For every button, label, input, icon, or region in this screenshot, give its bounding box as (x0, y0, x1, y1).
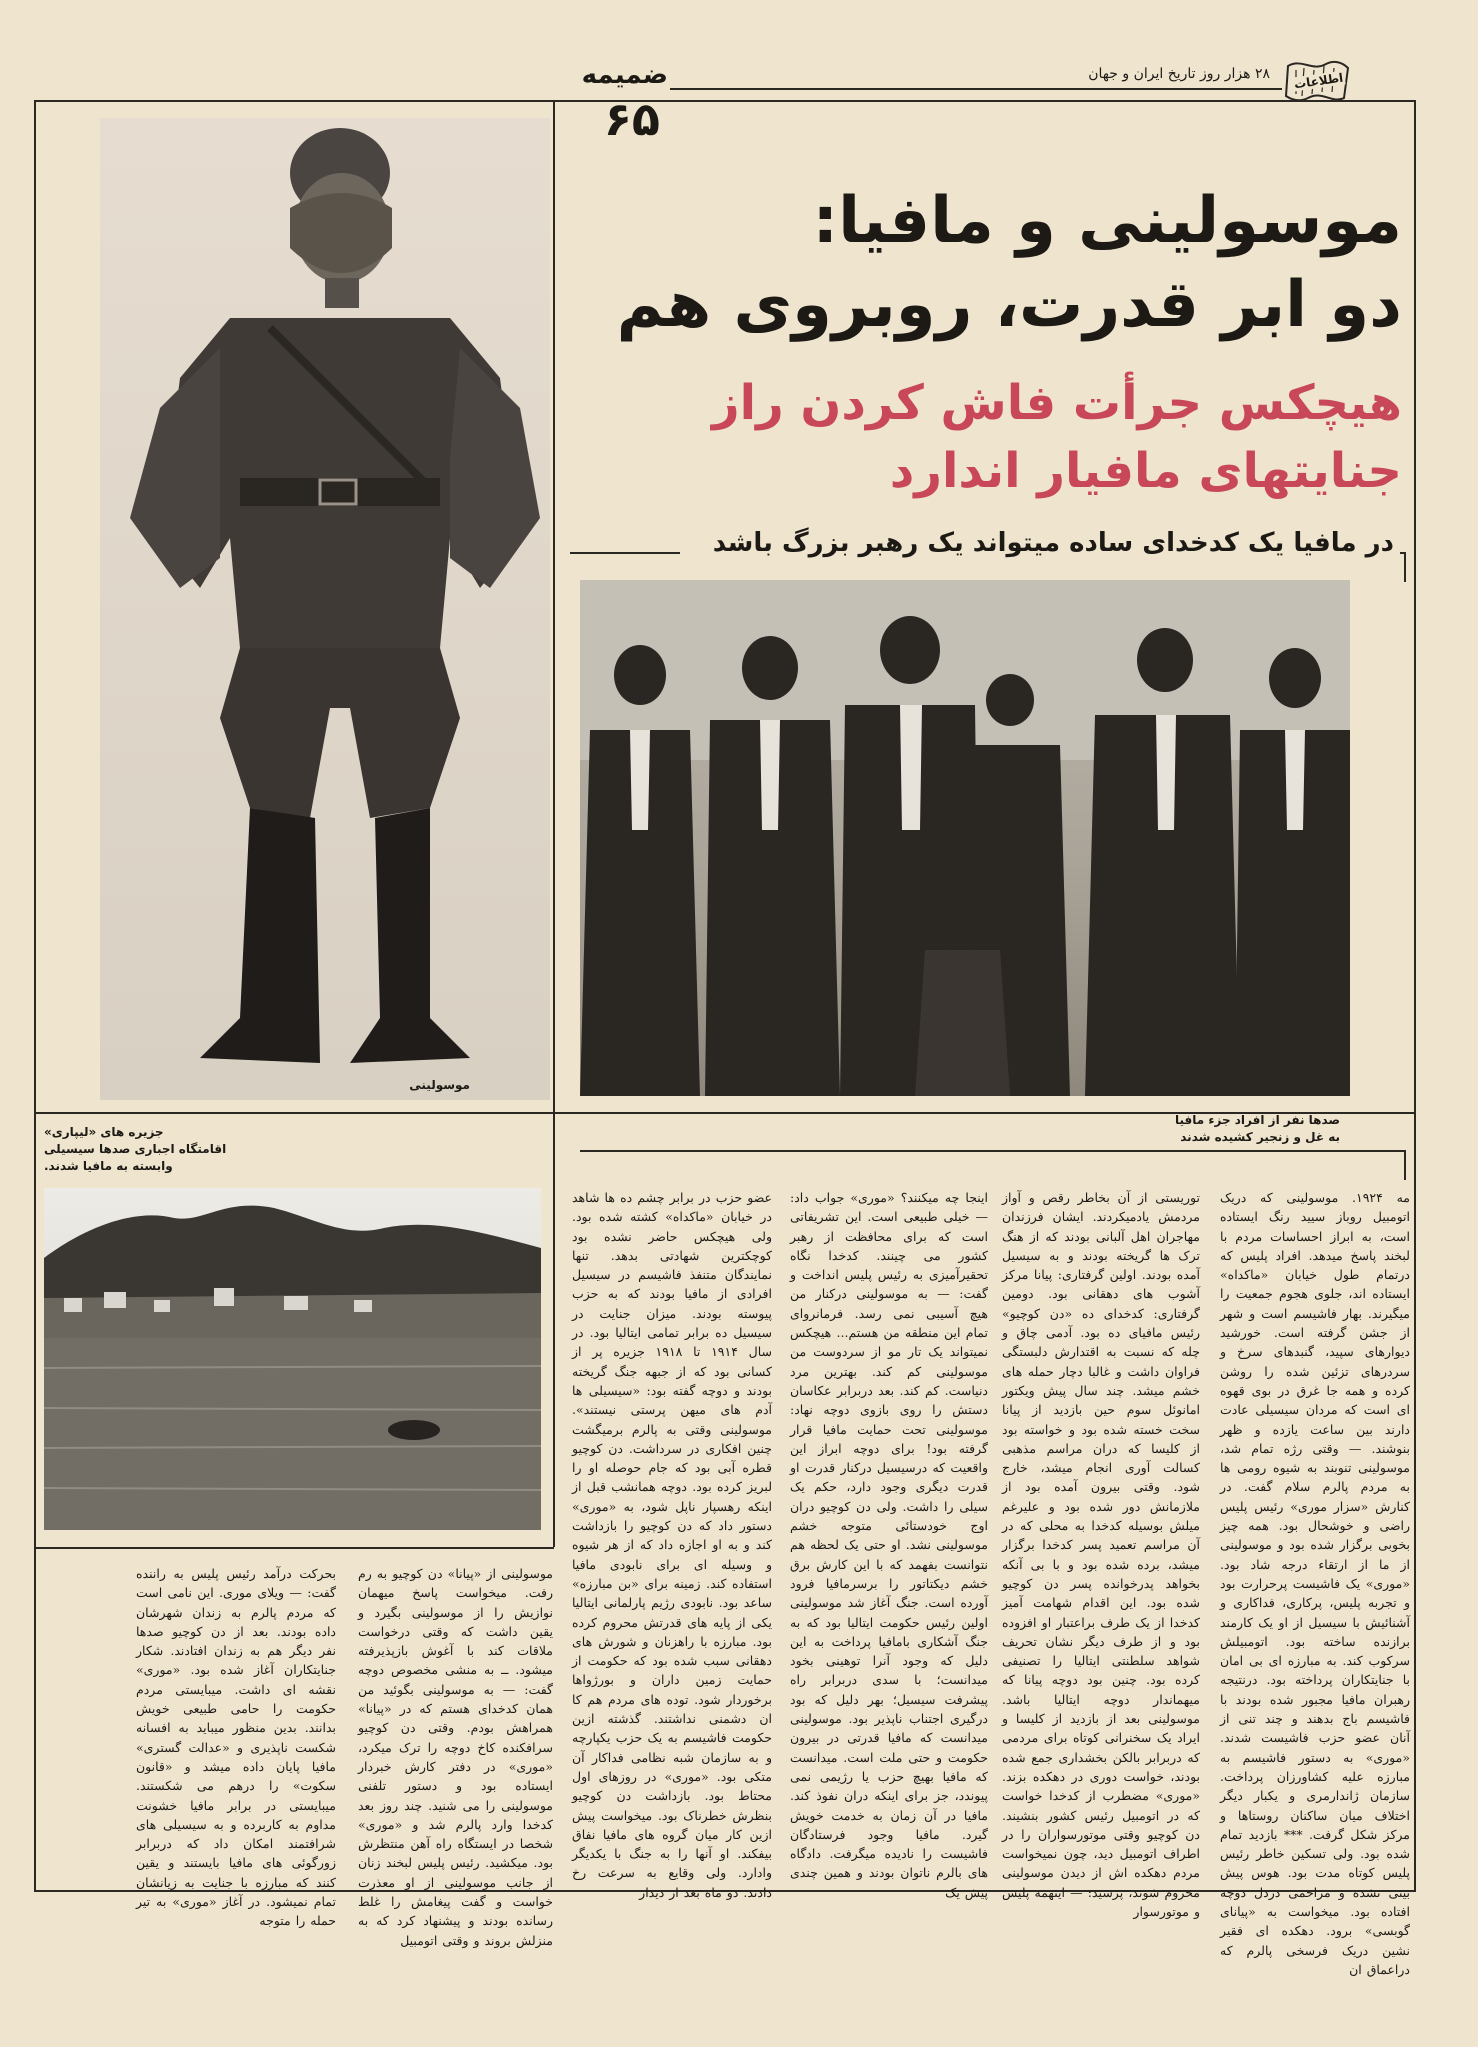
subheadline-1: هیچکس جرأت فاش کردن راز (712, 375, 1402, 431)
island-landscape-icon (44, 1188, 541, 1530)
logo (1282, 58, 1354, 106)
island-divider (553, 1112, 555, 1547)
masthead-rule (670, 88, 1282, 90)
mussolini-photo (100, 118, 550, 1100)
article-column-5: موسولینی از «پیانا» دن کوچیو به رم رفت. میخواست پاسخ میهمان نوازیش را از موسولینی بگیرد و یقین داشت که وقتی درخواست ملاقات کند با آغوش بازپذیرفته میشود. ــ به منشی مخصوص دوچه گفت: — به موسولینی بگوئید من همان کدخدای هستم که در «پیانا» همراهش بودم. وقتی دن کوچیو سرافکنده کاخ دوچه را ترک میکرد، «موری» در دفتر کارش خبردار ایستاده بود و دستور تلفنی موسولینی را می شنید. چند روز بعد کدخدا وارد پالرم شد و «موری» شخصا در ایستگاه راه آهن منتظرش بود. میکشید. رئیس پلیس لبخند زنان از جانب موسولینی از او معذرت خواست و گفت پیغامش را غلط رسانده بودند و پیشنهاد کرد که به منزلش بروند و وقتی اتومبیل (358, 1566, 553, 1948)
island-bottom-divider (34, 1547, 554, 1549)
supplement-number: ۶۵ (603, 92, 660, 146)
island-caption-line2: اقامتگاه اجباری صدها سیسیلی (44, 1142, 227, 1156)
prisoners-figures-icon (580, 580, 1350, 1096)
island-photo (44, 1188, 541, 1530)
article-column-3: اینجا چه میکنند؟ «موری» جواب داد: — خیلی طبیعی است. این تشریفاتی است که برای محافظت از رهبر کشور می چینند. کدخدا نگاه تحقیرآمیزی به رئیس پلیس انداخت و گفت: — به موسولینی درکنار من هیچ آسیبی نمی رسد. فرمانروای تمام این منطقه من هستم... هیچکس نمیتواند یک تار مو از سردوست من موسولینی کم کند. بهترین مرد دنیاست. کم کند. بعد دربرابر عکاسان دستش را روی بازوی دوچه نهاد: موسولینی تحت حمایت مافیا قرار گرفته بود! برای دوچه ابراز این واقعیت که درسیسیل درکنار قدرت او قدرت دیگری وجود دارد، حکم یک سیلی را داشت. ولی دن کوچیو دران اوج خودستائی متوجه خشم موسولینی نشد. او حتی یک لحظه هم نتوانست بفهمد که با این کارش برق خشم دیکتاتور را برسرمافیا فرود آورده است. جنگ آغاز شد موسولینی اولین رئیس حکومت ایتالیا بود که به جنگ آشکاری بامافیا پرداخت به این دلیل که وجود آنرا توهینی بخود میدانست؛ با سدی دربرابر راه پیشرفت سیسیل؛ بهر دلیل که بود درگیری اجتناب ناپذیر بود. موسولینی میدانست که مافیا قدرتی در بیرون حکومت و حتی ملت است. میدانست که مافیا بهیچ حزب یا رژیمی نمی پیوندد، جز برای اینکه دران نفوذ کند. مافیا در آن زمان به خدمت خویش گیرد. مافیا وجود فرستادگان فاشیست را نادیده میگرفت. دادگاه های بالرم ناتوان بودند و همین چندی پیش یک (790, 1190, 988, 1900)
prisoners-caption-line1: صدها نفر از افراد جزء مافیا (1174, 1113, 1340, 1127)
island-caption-line1: جزیره های «لیپاری» (44, 1125, 164, 1139)
mussolini-caption: موسولینی (409, 1078, 470, 1092)
prisoners-caption-rule (580, 1150, 1406, 1152)
mussolini-figure-icon (100, 118, 550, 1100)
article-column-2: توریستی از آن بخاطر رقص و آواز مردمش یادمیکردند. ایشان فرزندان مهاجران اهل آلبانی بودند که از هنگ ترک ها گریخته بودند و به سیسیل آمده بودند. اولین گرفتاری: پیانا مرکز آشوب های دهقانی بود. دومین گرفتاری: کدخدای ده «دن کوچیو» رئیس مافیای ده بود. آدمی چاق و چله که نسبت به اقتدارش دلبستگی فراوان داشت و غالبا دچار حمله های خشم میشد. چند سال پیش ویکتور امانوئل سوم حین بازدید از پیانا سخت خسته شده بود و خواسته بود از کلیسا که دران مراسم مذهبی کسالت آوری انجام میشد، خارج شود. وقتی بیرون آمده بود از ملازمانش دور شده بود و علیرغم میلش بوسیله کدخدا به محلی که در آن مراسم تعمید پسر کدخدا برگزار میشد، برده شده بود و با بی آنکه بخواهد پدرخوانده پسر دن کوچیو شده بود. این اقدام شهامت آمیز کدخدا از یک طرف براعتبار او افزوده بود و از طرف دیگر نشان تحریف شواهد سلطنتی ایتالیا را تصنیفی کرده بود. چنین بود دوچه پیانا که میهماندار دوچه ایتالیا باشد. موسولینی بعد از بازدید از کلیسا و ایراد یک سخنرانی کوتاه برای مردمی که دربرابر بالکن بخشداری جمع شده بودند، خواست دوری در دهکده بزند. «موری» مضطرب از کدخدا خواست که در اتومبیل رئیس کشور بنشیند. دن کوچیو وقتی موتورسواران را در اطراف اتومبیل دید، چون نمیخواست مردم دهکده اش از دیدن موسولینی محروم شوند، پرسید: — اینهمه پلیس و موتورسوار (1002, 1190, 1200, 1919)
supplement-label: ضمیمه (581, 60, 668, 90)
article-column-4: عضو حزب در برابر چشم ده ها شاهد در خیابان «ماکداه» کشته شده بود. ولی هیچکس حاضر نشده بود کوچکترین شهادتی بدهد. تنها نمایندگان متنفذ فاشیسم در سیسیل افرادی از مافیا بودند که به حزب پیوسته بودند. میزان جنایت در سیسیل ده برابر تمامی ایتالیا بود. در سال ۱۹۱۴ تا ۱۹۱۸ جزیره پر از کسانی بود که از جبهه جنگ گریخته بودند و دوچه گفته بود: «سیسیلی ها آدم های میهن پرستی نیستند». موسولینی وقتی به پالرم برمیگشت چنین افکاری در سرداشت. دن کوچیو قطره آبی بود که جام حوصله او را لبریز کرده بود. دوچه همانشب قبل از اینکه رهسپار ناپل شود، به «موری» دستور داد که دن کوچیو را بازداشت کند و به او اجازه داد که از هر شیوه و وسیله ای برای نابودی مافیا استفاده کند. زمینه برای «بن مبارزه» ساعد بود. نابودی رژیم پارلمانی ایتالیا یکی از پایه های قدرتش محروم کرده بود. مبارزه با راهزنان و شورش های دهقانی سبب شده بود که حکومت از حمایت زمین داران و بورژواها برخوردار شود. توده های مردم هم کا ان دشمنی نداشتند. گذشته ازین حکومت فاشیسم به یک حزب یکپارچه و به سازمان شبه نظامی فداکار آن متکی بود. «موری» در روزهای اول محتاط بود. بازداشت دن کوچیو بنظرش خطرناک بود. میخواست پیش ازین کار میان گروه های مافیا نفاق بیفکند. او آنها را به جنگ با یکدیگر وادارد. ولی وقایع به سرعت رخ دادند. دو ماه بعد از دیدار (572, 1190, 772, 1900)
headline-line1: موسولینی و مافیا: (812, 184, 1402, 258)
photo-column-divider (553, 100, 555, 1112)
headline-line2: دو ابر قدرت، روبروی هم (616, 268, 1402, 342)
article-column-1: مه ۱۹۲۴. موسولینی که دریک اتومبیل روباز سیید رنگ ایستاده است، به ابراز احساسات مردم با لبخند پاسخ میدهد. افراد پلیس که درتمام طول خیابان «ماکداه» ایستاده اند، جلوی هجوم جمعیت را میگیرند. بهار فاشیسم است و شهر از جشن گرفته است. خورشید دیوارهای سپید، گنبدهای سرخ و سردرهای تزئین شده را روشن کرده و همه جا غرق در بوی قهوه ای است که مردان سیسیلی عادت دارند بین ساعت یازده و ظهر بنوشند. — وقتی رژه تمام شد، موسولینی تنوبند به شیوه رومی ها به مردم پالرم سلام گفت. در کنارش «سزار موری» رئیس پلیس راضی و خوشحال بود. همه چیز بخوبی برگزار شده بود و موسولینی از ما از ارتقاء درجه شاد بود. «موری» یک فاشیست پرحرارت بود و تجربه پلیس، پرکاری، فداکاری و آشنائیش با سیسیل از او یک کارمند برازنده ساخته بود. اتومبیلش سرکوب کند. به مبارزه ای بی امان با جنایتکاران پرداخته بود. درنتیجه رهبران مافیا مجبور شده بودند با فاشیسم باج بدهند و چند تنی از آنان عضو حزب فاشیست شدند. «موری» به دستور فاشیسم به مبارزه علیه کشاورزان پرداخت. سازمان ژاندارمری و یکبار دیگر اختلاف میان ساکنان روستاها و مرکز شکل گرفت. *** بازدید تمام شده بود. ولی تسکین خاطر رئیس پلیس کوتاه مدت بود. هوس پیش بینی نشده و مزاحمی دردل دوچه افتاده بود. میخواست به «پیانای گوبسی» برود. دهکده ای فقیر نشین دریک فرسخی پالرم که دراعماق ان (1220, 1190, 1411, 1977)
island-caption-line3: وابسته به مافیا شدند. (44, 1159, 173, 1173)
subheadline-2: جنایتهای مافیار اندارد (889, 443, 1402, 499)
logo-text: اطلاعات (1293, 70, 1345, 92)
prisoners-photo (580, 580, 1350, 1096)
series-title: ۲۸ هزار روز تاریخ ایران و جهان (1088, 66, 1270, 82)
article-column-6: بحرکت درآمد رئیس پلیس به راننده گفت: — ویلای موری. این نامی است که مردم پالرم به زندان شهرشان داده بودند. بعد از دن کوچیو صدها نفر دیگر هم به زندان افتادند. شکار جنایتکاران آغاز شده بود. «موری» نقشه ای داشت. میبایستی مردم حکومت را حامی طبیعی خویش بدانند. بدین منظور میباید به افسانه شکست ناپذیری و «عدالت گستری» مافیا پایان داده میشد و «قانون سکوت» را درهم می شکستند. میبایستی در برابر مافیا خشونت مداوم به کاربرده و به سیسیلی های شرافتمند امکان داد که دربرابر زورگوئی های مافیا بایستند و یقین کنند که مبارزه با جنایت به زیانشان تمام نمیشود. در آغاز «موری» به تیر حمله را متوجه (136, 1566, 336, 1929)
kicker-rule-end (1404, 552, 1406, 582)
kicker: در مافیا یک کدخدای ساده میتواند یک رهبر بزرگ باشد (680, 530, 1400, 557)
prisoners-caption-rule-end (1404, 1150, 1406, 1180)
prisoners-caption-line2: به غل و زنجیر کشیده شدند (1180, 1130, 1340, 1144)
masthead (0, 0, 1478, 146)
